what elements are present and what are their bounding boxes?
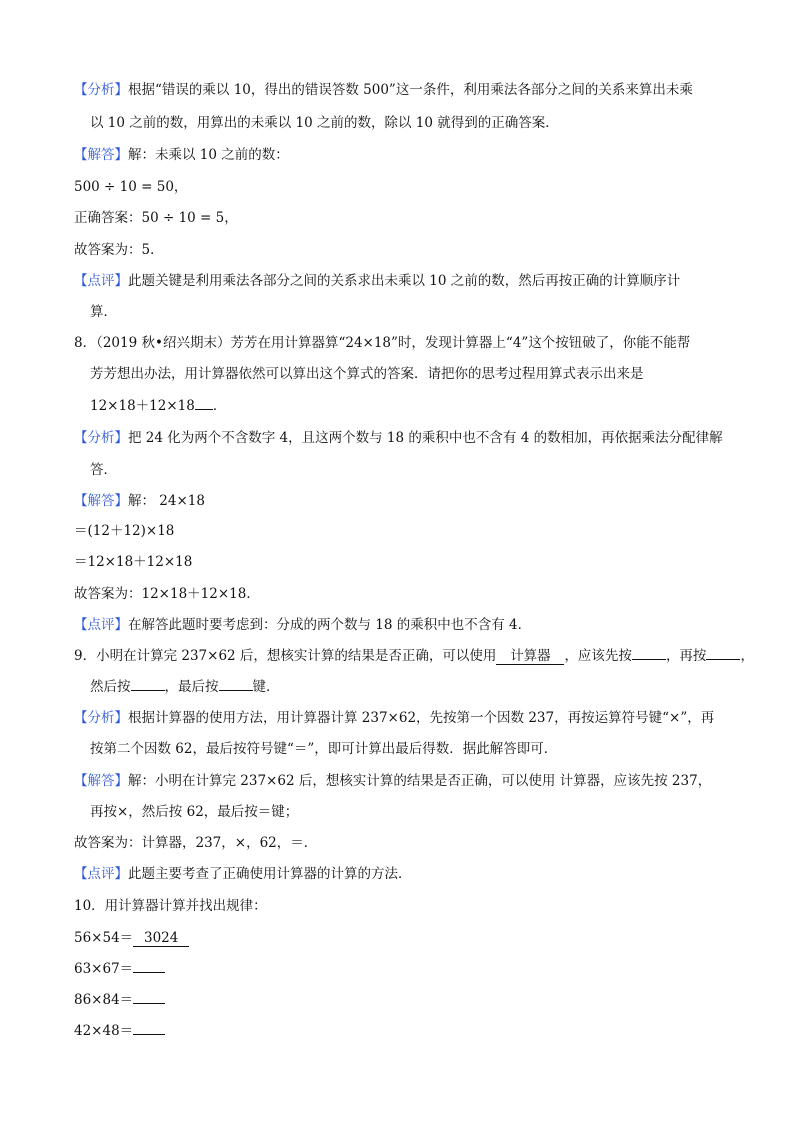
q7-comment-line-1: 【点评】此题关键是利用乘法各部分之间的关系求出未乘以 10 之前的数，然后再按正确的计算顺序计 xyxy=(74,273,681,289)
q7-answer-line-4: 故答案为：5． xyxy=(74,242,164,258)
q7-answer-line-1: 【解答】解：未乘以 10 之前的数： xyxy=(74,147,289,163)
comment-tag: 【点评】 xyxy=(74,617,128,633)
answer-tag: 【解答】 xyxy=(74,493,128,509)
q9-comment-line-1: 【点评】此题主要考查了正确使用计算器的计算的方法． xyxy=(74,866,412,882)
q10-stem: 10．用计算器计算并找出规律： xyxy=(74,898,267,914)
q10-answer-blank xyxy=(133,1003,165,1004)
q9-blank-5 xyxy=(219,690,253,691)
q10-row: 86×84＝ xyxy=(74,990,165,1010)
q9-answer-line-1: 【解答】解：小明在计算完 237×62 后，想核实计算的结果是否正确，可以使用 计算器，应该先按 237， xyxy=(74,773,712,789)
q8-analysis-line-2: 答． xyxy=(90,462,117,478)
q7-answer-line-2: 500 ÷ 10 = 50， xyxy=(74,179,188,195)
comment-tag: 【点评】 xyxy=(74,273,128,289)
comment-tag: 【点评】 xyxy=(74,866,128,882)
q10-row: 56×54＝ 3024 xyxy=(74,928,189,948)
q9-answer-line-2: 再按×，然后按 62，最后按＝键； xyxy=(90,804,299,820)
q9-analysis-line-1: 【分析】根据计算器的使用方法，用计算器计算 237×62，先按第一个因数 237，再按运算符号键“×”，再 xyxy=(74,710,715,726)
q9-answer-line-3: 故答案为：计算器，237，×，62，＝． xyxy=(74,835,318,851)
q8-answer-line-3: ＝12×18＋12×18 xyxy=(74,554,193,570)
answer-tag: 【解答】 xyxy=(74,147,128,163)
q7-analysis-line-1: 【分析】根据“错误的乘以 10，得出的错误答数 500”这一条件，利用乘法各部分之间的关系来算出未乘 xyxy=(74,82,693,98)
q10-answer-blank xyxy=(133,972,165,973)
analysis-tag: 【分析】 xyxy=(74,430,128,446)
analysis-tag: 【分析】 xyxy=(74,82,128,98)
analysis-tag: 【分析】 xyxy=(74,710,128,726)
q9-blank-3 xyxy=(706,659,740,660)
q8-analysis-line-1: 【分析】把 24 化为两个不含数字 4，且这两个数与 18 的乘积中也不含有 4 的数相加，再依据乘法分配律解 xyxy=(74,430,723,446)
q7-analysis-line-2: 以 10 之前的数，用算出的未乘以 10 之前的数，除以 10 就得到的正确答案． xyxy=(90,115,559,131)
q8-answer-line-4: 故答案为：12×18＋12×18． xyxy=(74,586,260,602)
q10-row: 42×48＝ xyxy=(74,1021,165,1041)
q10-answer-blank xyxy=(133,1034,165,1035)
q9-analysis-line-2: 按第二个因数 62，最后按符号键“＝”，即可计算出最后得数．据此解答即可． xyxy=(90,741,558,757)
q10-answer-blank: 3024 xyxy=(133,930,189,947)
q9-blank-1: 计算器 xyxy=(496,648,564,665)
q8-answer-blank xyxy=(195,409,213,410)
q8-answer-line-2: ＝(12＋12)×18 xyxy=(74,523,175,539)
q9-blank-4 xyxy=(131,690,165,691)
q8-answer-fill: 12×18＋12×18 xyxy=(90,398,195,414)
q8-stem-line-3: 12×18＋12×18 ． xyxy=(90,398,227,414)
q10-row: 63×67＝ xyxy=(74,959,165,979)
q8-stem-line-1: 8．（2019 秋•绍兴期末）芳芳在用计算器算“24×18”时，发现计算器上“4”这个按钮破了，你能不能帮 xyxy=(74,335,691,351)
q9-stem-line-1: 9．小明在计算完 237×62 后，想核实计算的结果是否正确，可以使用 计算器 ，应该先按 ，再按 ， xyxy=(74,648,754,664)
q9-blank-2 xyxy=(632,659,666,660)
q7-comment-line-2: 算． xyxy=(90,304,117,320)
q8-stem-line-2: 芳芳想出办法，用计算器依然可以算出这个算式的答案．请把你的思考过程用算式表示出来是 xyxy=(90,366,644,382)
q7-answer-line-3: 正确答案：50 ÷ 10 = 5， xyxy=(74,210,238,226)
q9-stem-line-2: 然后按 ，最后按 键． xyxy=(90,679,280,695)
q8-comment-line-1: 【点评】在解答此题时要考虑到：分成的两个数与 18 的乘积中也不含有 4． xyxy=(74,617,532,633)
answer-tag: 【解答】 xyxy=(74,773,128,789)
q8-answer-line-1: 【解答】解： 24×18 xyxy=(74,493,205,509)
